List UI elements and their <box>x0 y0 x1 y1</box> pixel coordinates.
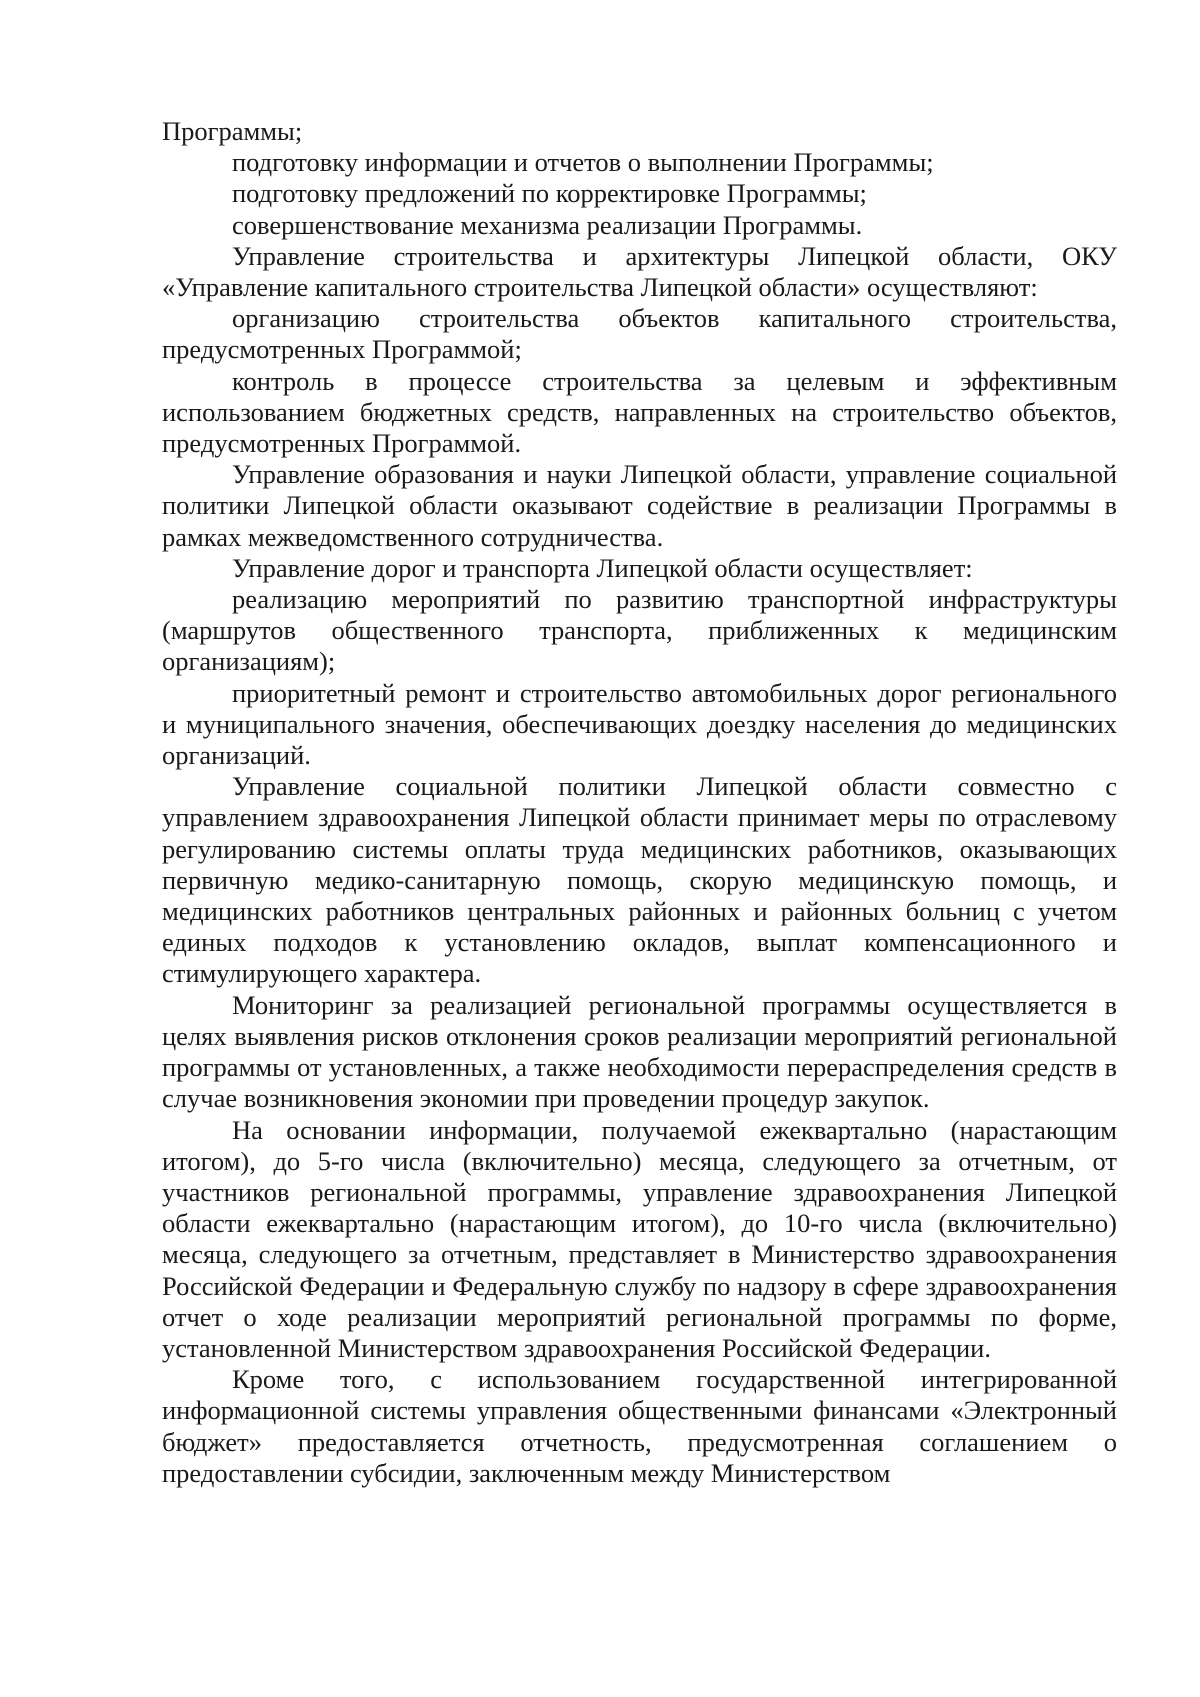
document-page <box>162 116 1117 1489</box>
paragraph-4: Управление строительства и архитектуры Липецкой области, ОКУ «Управление капитального строительства Липецкой области» осуществляют: <box>162 240 1117 303</box>
paragraph-14: Кроме того, с использованием государственной интегрированной информационной системы управления общественными финансами «Электронный бюджет» предоставляется отчетность, предусмотренная соглашением о предоставлении субсидии, заключенным между Министерством <box>162 1364 1117 1488</box>
paragraph-5: организацию строительства объектов капитального строительства, предусмотренных Программой; <box>162 303 1117 365</box>
paragraph-9: реализацию мероприятий по развитию транспортной инфраструктуры (маршрутов общественного транспорта, приближенных к медицинским организациям); <box>162 584 1117 677</box>
paragraph-13: На основании информации, получаемой ежеквартально (нарастающим итогом), до 5-го числа (включительно) месяца, следующего за отчетным, от участников региональной программы, управление здравоохранения Липецкой области ежеквартально (нарастающим итогом), до 10-го числа (включительно) месяца, следующего за отчетным, представляет в Министерство здравоохранения Российской Федерации и Федеральную службу по надзору в сфере здравоохранения отчет о ходе реализации мероприятий региональной программы по форме, установленной Министерством здравоохранения Российской Федерации. <box>162 1114 1117 1363</box>
paragraph-0: Программы; <box>162 116 303 146</box>
paragraph-6: контроль в процессе строительства за целевым и эффективным использованием бюджетных средств, направленных на строительство объектов, предусмотренных Программой. <box>162 365 1117 459</box>
paragraph-7: Управление образования и науки Липецкой области, управление социальной политики Липецкой области оказывают содействие в реализации Программы в рамках межведомственного сотрудничества. <box>162 459 1117 552</box>
paragraph-3: совершенствование механизма реализации Программы. <box>232 209 863 240</box>
paragraph-2: подготовку предложений по корректировке Программы; <box>232 178 867 209</box>
paragraph-10: приоритетный ремонт и строительство автомобильных дорог регионального и муниципального значения, обеспечивающих доездку населения до медицинских организаций. <box>162 677 1117 771</box>
paragraph-8: Управление дорог и транспорта Липецкой области осуществляет: <box>232 552 973 583</box>
paragraph-12: Мониторинг за реализацией региональной программы осуществляется в целях выявления рисков отклонения сроков реализации мероприятий региональной программы от установленных, а также необходимости перераспределения средств в случае возникновения экономии при проведении процедур закупок. <box>162 989 1117 1114</box>
paragraph-1: подготовку информации и отчетов о выполнении Программы; <box>232 147 934 178</box>
paragraph-11: Управление социальной политики Липецкой области совместно с управлением здравоохранения Липецкой области принимает меры по отраслевому регулированию системы оплаты труда медицинских работников, оказывающих первичную медико-санитарную помощь, скорую медицинскую помощь, и медицинских работников центральных районных и районных больниц с учетом единых подходов к установлению окладов, выплат компенсационного и стимулирующего характера. <box>162 771 1117 989</box>
